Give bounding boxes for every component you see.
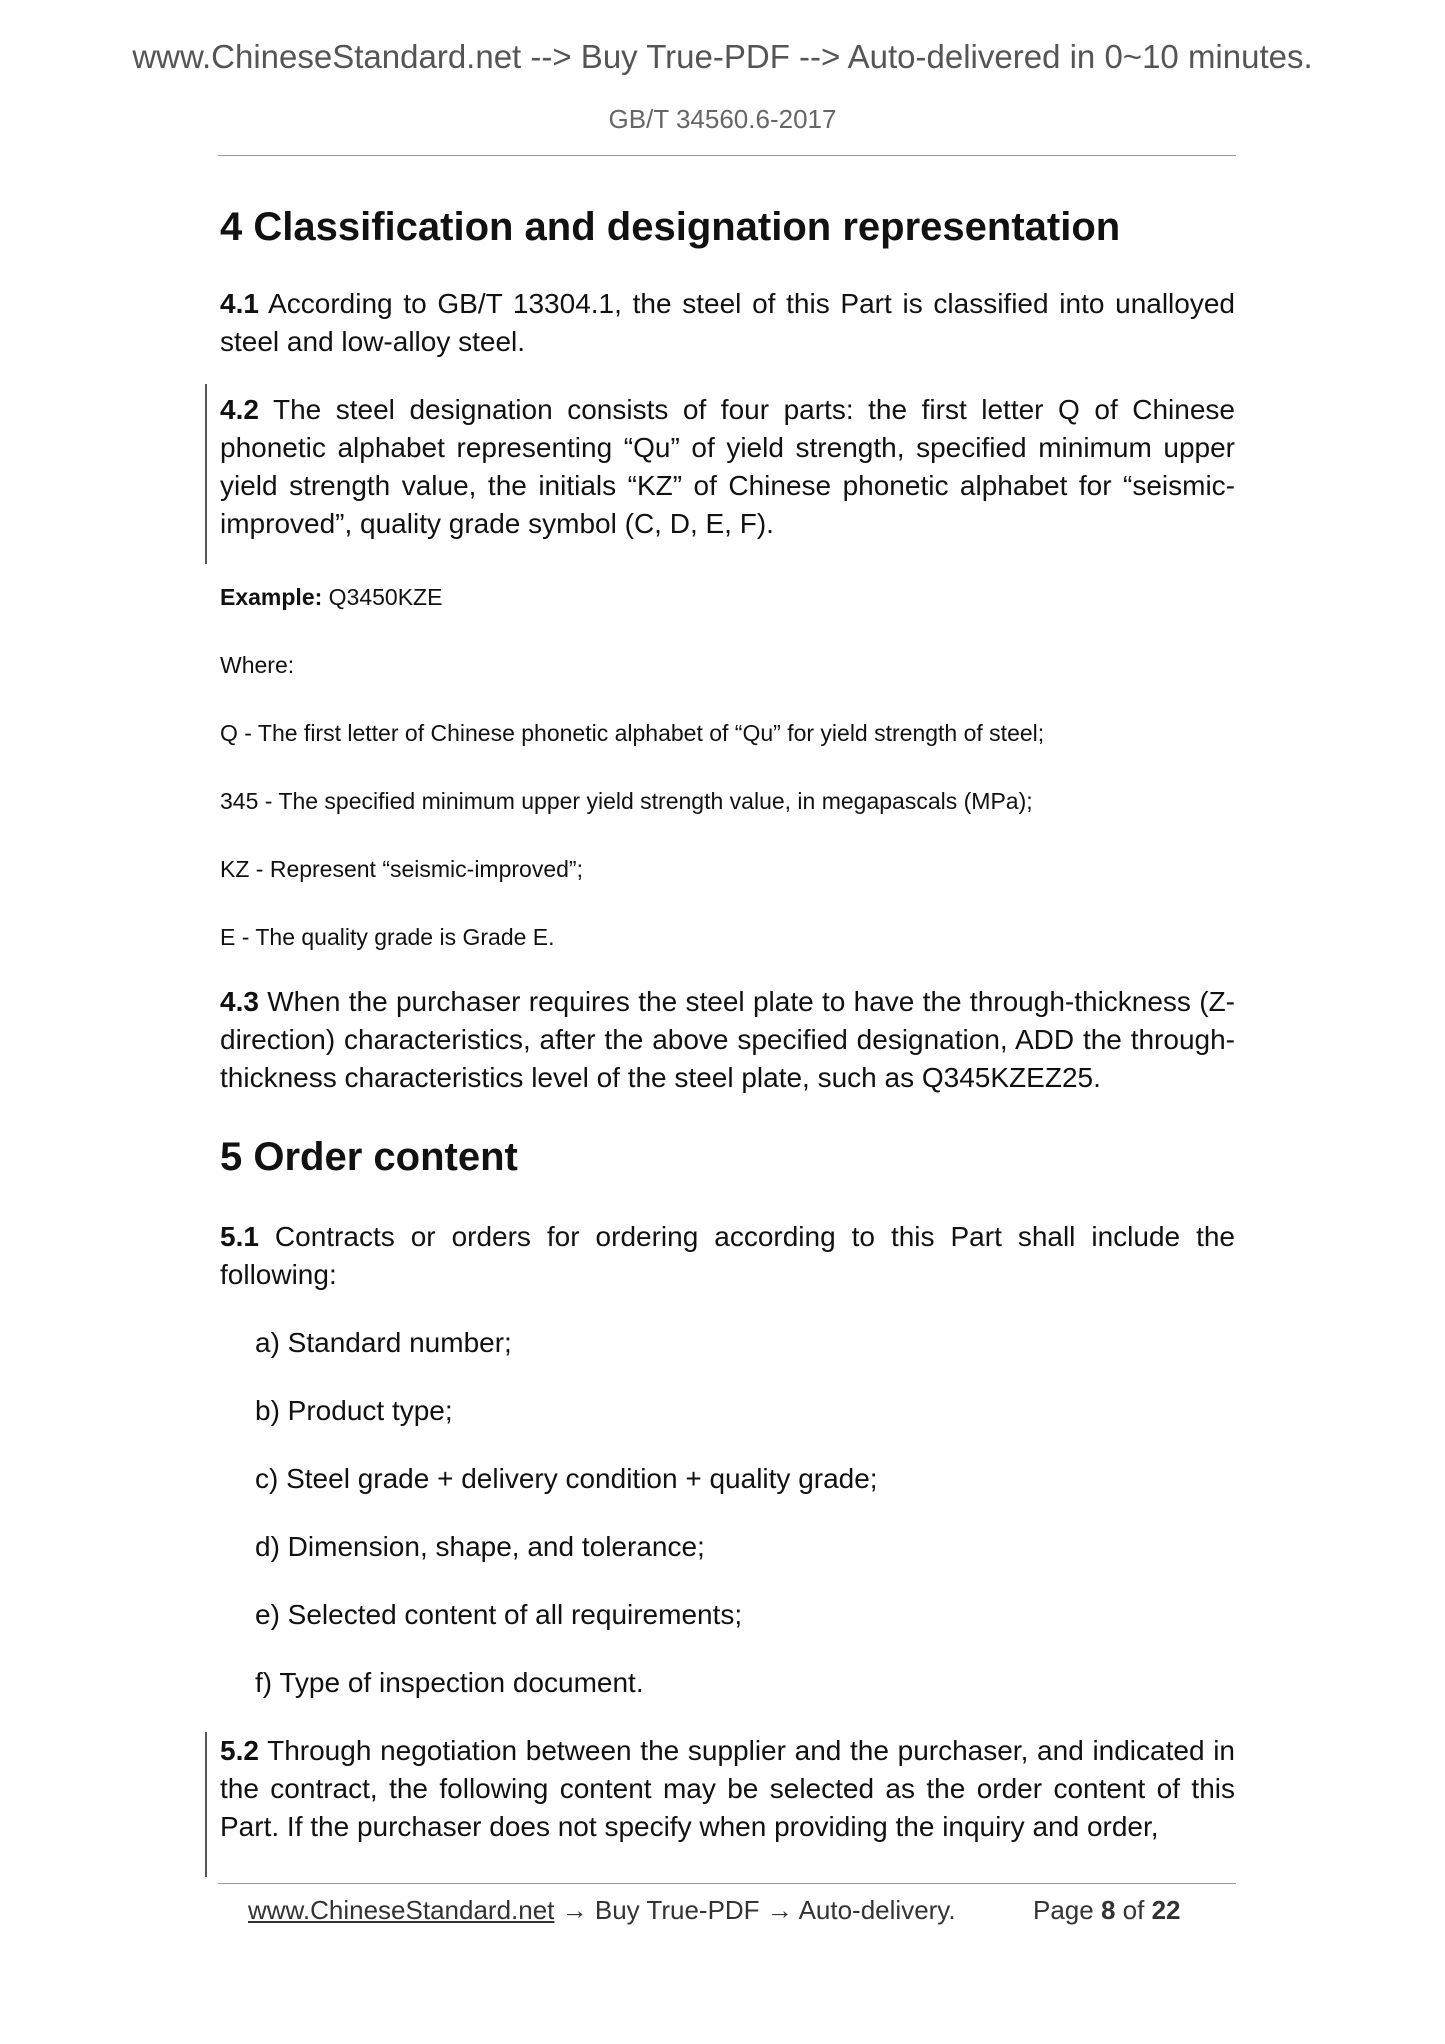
list-item: c) Steel grade + delivery condition + quality grade;	[255, 1463, 878, 1494]
example-value: Q3450KZE	[322, 584, 443, 610]
footer-text: → Buy True-PDF → Auto-delivery.	[554, 1895, 956, 1925]
page-content	[220, 205, 1235, 1846]
section-5-title: 5 Order content	[220, 1135, 518, 1179]
footer-rule	[218, 1883, 1236, 1884]
where-item-q: Q - The first letter of Chinese phonetic alphabet of “Qu” for yield strength of steel;	[220, 720, 1045, 746]
footer-link[interactable]: www.ChineseStandard.net	[248, 1895, 555, 1925]
where-item-kz: KZ - Represent “seismic-improved”;	[220, 856, 583, 882]
clause-number: 4.3	[220, 986, 259, 1017]
where-label: Where:	[220, 652, 295, 678]
clause-text: The steel designation consists of four parts: the first letter Q of Chinese phonetic alphabet representing “Qu” of yield strength, specified minimum upper yield strength value, the initials “KZ” of Chinese phonetic alphabet for “seismic-improved”, quality grade symbol (C, D, E, F).	[220, 394, 1235, 539]
where-item-e: E - The quality grade is Grade E.	[220, 924, 555, 950]
page-indicator	[1033, 1895, 1180, 1926]
clause-text: Contracts or orders for ordering according to this Part shall include the following:	[220, 1221, 1235, 1290]
page-total: 22	[1151, 1895, 1181, 1925]
order-content-list	[220, 1324, 1235, 1702]
clause-number: 5.2	[220, 1735, 259, 1766]
clause-5-2	[220, 1732, 1235, 1846]
clause-text: Through negotiation between the supplier and the purchaser, and indicated in the contract, the following content may be selected as the order content of this Part. If the purchaser does not specify when providing the inquiry and order,	[220, 1735, 1235, 1842]
page-of: of	[1115, 1895, 1152, 1925]
clause-5-1	[220, 1218, 1235, 1294]
page-footer	[248, 1895, 1181, 1926]
change-bar	[205, 384, 207, 564]
clause-number: 4.2	[220, 394, 259, 425]
clause-4-3	[220, 983, 1235, 1097]
list-item: e) Selected content of all requirements;	[255, 1599, 743, 1630]
where-item-345: 345 - The specified minimum upper yield strength value, in megapascals (MPa);	[220, 788, 1033, 814]
site-banner: www.ChineseStandard.net --> Buy True-PDF --> Auto-delivered in 0~10 minutes.	[132, 38, 1313, 75]
clause-number: 5.1	[220, 1221, 259, 1252]
list-item: a) Standard number;	[255, 1327, 512, 1358]
clause-text: When the purchaser requires the steel plate to have the through-thickness (Z-direction) characteristics, after the above specified designation, ADD the through-thickness characteristics level of the steel plate, such as Q345KZEZ25.	[220, 986, 1235, 1093]
change-bar	[205, 1732, 207, 1877]
page-current: 8	[1100, 1895, 1116, 1925]
section-4-title: 4 Classification and designation representation	[220, 205, 1121, 249]
clause-4-2	[220, 391, 1235, 543]
example-line	[220, 581, 1235, 613]
example-label: Example:	[220, 584, 323, 610]
list-item: f) Type of inspection document.	[255, 1667, 644, 1698]
clause-4-1	[220, 285, 1235, 361]
header-rule	[218, 155, 1236, 156]
standard-number: GB/T 34560.6-2017	[608, 104, 837, 134]
clause-text: According to GB/T 13304.1, the steel of this Part is classified into unalloyed steel and low-alloy steel.	[220, 288, 1235, 357]
page-label: Page	[1033, 1895, 1101, 1925]
list-item: d) Dimension, shape, and tolerance;	[255, 1531, 705, 1562]
list-item: b) Product type;	[255, 1395, 453, 1426]
clause-number: 4.1	[220, 288, 259, 319]
